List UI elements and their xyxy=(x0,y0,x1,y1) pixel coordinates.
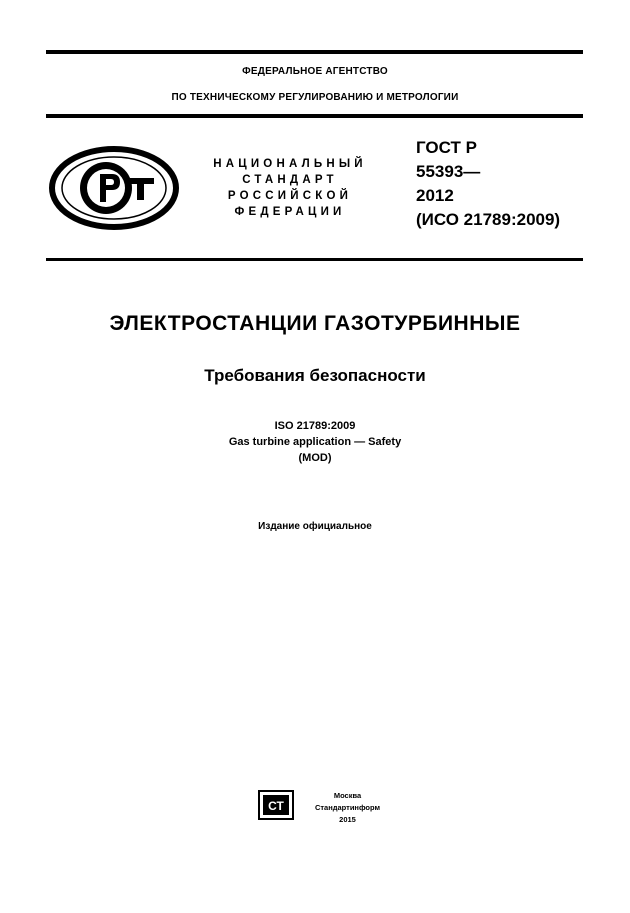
standard-type xyxy=(200,156,380,220)
standard-type-line-3: РОССИЙСКОЙ xyxy=(227,190,353,202)
designation-line-3: 2012 xyxy=(416,186,454,205)
publisher-year: 2015 xyxy=(339,815,356,824)
publisher-info xyxy=(300,790,395,826)
designation-line-2: 55393— xyxy=(416,162,481,181)
top-rule xyxy=(46,50,583,54)
iso-reference-line-2: Gas turbine application — Safety xyxy=(228,436,402,448)
rst-logo-icon xyxy=(48,146,180,230)
header-rule xyxy=(46,114,583,118)
standard-designation xyxy=(416,136,560,232)
iso-reference xyxy=(0,418,630,466)
agency-line-1: ФЕДЕРАЛЬНОЕ АГЕНТСТВО xyxy=(242,66,388,77)
svg-text:СТ: СТ xyxy=(268,799,284,813)
standard-type-line-2: СТАНДАРТ xyxy=(242,174,338,186)
document-title: ЭЛЕКТРОСТАНЦИИ ГАЗОТУРБИННЫЕ xyxy=(109,312,521,335)
agency-line-2: ПО ТЕХНИЧЕСКОМУ РЕГУЛИРОВАНИЮ И МЕТРОЛОГИИ xyxy=(171,92,459,103)
designation-line-1: ГОСТ Р xyxy=(416,138,477,157)
iso-reference-line-1: ISO 21789:2009 xyxy=(274,420,356,432)
standard-type-line-4: ФЕДЕРАЦИИ xyxy=(234,206,346,218)
standard-type-line-1: НАЦИОНАЛЬНЫЙ xyxy=(213,158,367,170)
publisher-city: Москва xyxy=(333,791,362,800)
publisher-name: Стандартинформ xyxy=(314,803,381,812)
edition-label: Издание официальное xyxy=(258,521,372,532)
iso-reference-line-3: (MOD) xyxy=(298,452,332,464)
middle-rule xyxy=(46,258,583,261)
standartinform-logo-icon xyxy=(258,790,294,820)
designation-line-4: (ИСО 21789:2009) xyxy=(416,210,561,229)
document-subtitle: Требования безопасности xyxy=(204,366,426,385)
